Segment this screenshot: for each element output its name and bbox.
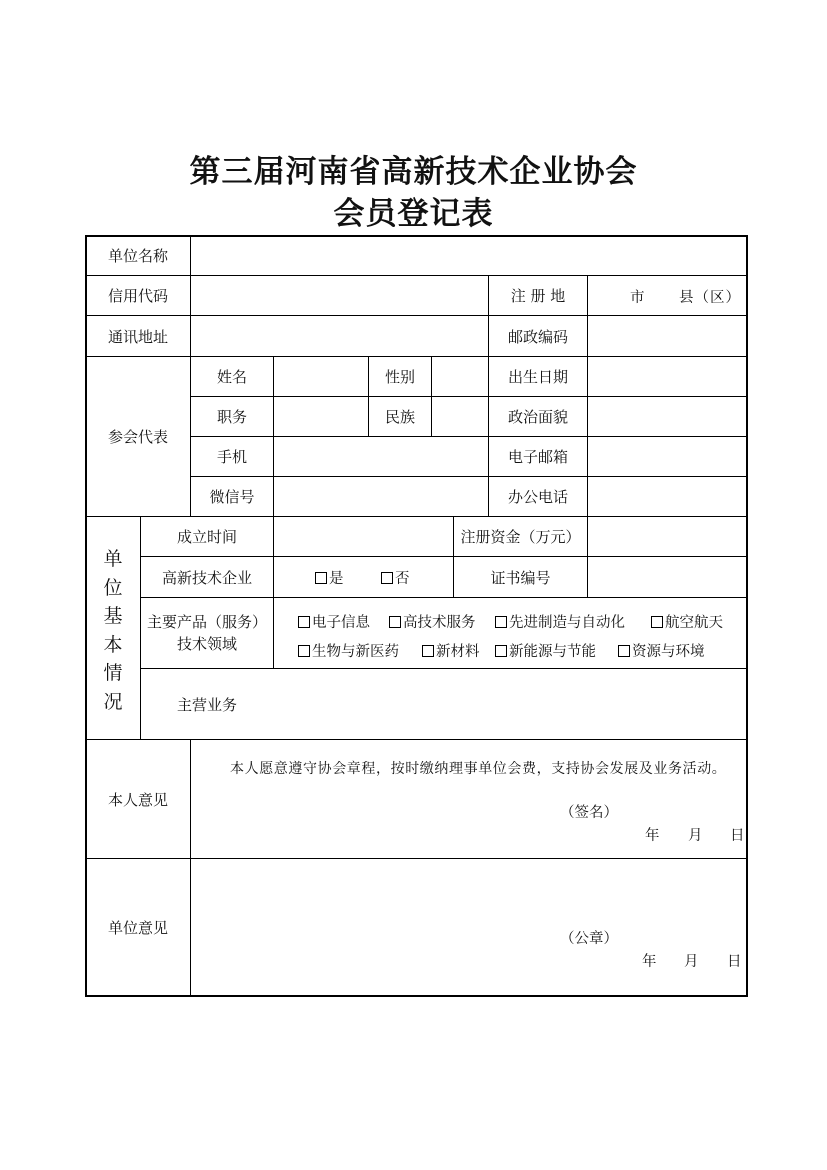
basic-info-char: 本	[103, 633, 123, 656]
ethnicity-label: 民族	[384, 408, 415, 426]
certificate-no-label: 证书编号	[490, 568, 551, 587]
ethnicity-field[interactable]	[432, 397, 488, 436]
mailing-address-label: 通讯地址	[107, 327, 168, 346]
field-option-text: 新材料	[436, 644, 480, 660]
basic-info-char: 况	[103, 690, 123, 713]
political-status-label: 政治面貌	[507, 408, 568, 426]
wechat-field[interactable]	[274, 477, 488, 516]
field-option-text: 航空航天	[665, 615, 723, 631]
unit-opinion-label: 单位意见	[107, 919, 168, 937]
checkbox-icon[interactable]	[389, 616, 401, 628]
hitech-option-no[interactable]	[381, 567, 410, 588]
basic-info-section-label	[88, 545, 138, 717]
hitech-option-no-text: 否	[395, 571, 410, 587]
date-year: 年	[642, 954, 657, 970]
basic-info-char: 单	[103, 548, 123, 570]
credit-code-field[interactable]	[191, 276, 488, 315]
mobile-label: 手机	[216, 448, 247, 466]
office-phone-label: 办公电话	[507, 488, 568, 506]
founded-field[interactable]	[274, 517, 453, 556]
email-field[interactable]	[588, 437, 747, 476]
basic-info-char: 基	[103, 605, 123, 628]
column-divider	[190, 739, 191, 997]
unit-name-field[interactable]	[191, 236, 747, 275]
position-label: 职务	[216, 408, 247, 426]
main-business-field[interactable]	[274, 669, 747, 739]
checkbox-icon[interactable]	[381, 572, 393, 584]
wechat-label: 微信号	[209, 488, 255, 506]
signature-label: （签名）	[560, 805, 618, 821]
registered-capital-label: 注册资金（万元）	[460, 528, 581, 546]
checkbox-icon[interactable]	[495, 616, 507, 628]
founded-label: 成立时间	[176, 528, 237, 546]
basic-info-char: 情	[103, 662, 123, 685]
field-option-text: 资源与环境	[632, 644, 705, 660]
date-month: 月	[688, 828, 703, 844]
hitech-label: 高新技术企业	[161, 568, 252, 587]
field-option-text: 高技术服务	[403, 615, 476, 631]
credit-code-label: 信用代码	[107, 287, 168, 305]
representative-section-label: 参会代表	[107, 428, 168, 446]
checkbox-icon[interactable]	[298, 645, 310, 657]
main-business-label: 主营业务	[176, 695, 237, 714]
name-field[interactable]	[274, 357, 368, 396]
checkbox-icon[interactable]	[315, 572, 327, 584]
page-subtitle: 会员登记表	[333, 196, 494, 232]
postal-code-label: 邮政编码	[507, 327, 568, 346]
unit-name-label: 单位名称	[107, 247, 168, 265]
field-option-text: 电子信息	[312, 615, 370, 631]
birth-date-label: 出生日期	[507, 368, 568, 386]
personal-opinion-statement: 本人愿意遵守协会章程，按时缴纳理事单位会费，支持协会发展及业务活动。	[230, 761, 727, 777]
mailing-address-field[interactable]	[191, 316, 488, 356]
birth-date-field[interactable]	[588, 357, 747, 396]
field-option[interactable]	[495, 640, 596, 661]
certificate-no-field[interactable]	[588, 557, 747, 597]
registration-city-unit: 市	[630, 290, 645, 306]
personal-opinion-label: 本人意见	[107, 790, 168, 809]
field-option-text: 生物与新医药	[312, 644, 399, 660]
field-option[interactable]	[495, 611, 625, 632]
field-option[interactable]	[389, 611, 476, 632]
date-day: 日	[730, 828, 745, 844]
checkbox-icon[interactable]	[298, 616, 310, 628]
checkbox-icon[interactable]	[618, 645, 630, 657]
hitech-option-yes[interactable]	[315, 567, 344, 588]
field-option-text: 先进制造与自动化	[509, 615, 625, 631]
checkbox-icon[interactable]	[651, 616, 663, 628]
field-option-text: 新能源与节能	[509, 644, 596, 660]
mobile-field[interactable]	[274, 437, 488, 476]
date-year: 年	[645, 828, 660, 844]
gender-field[interactable]	[432, 357, 488, 396]
field-option[interactable]	[618, 640, 705, 661]
field-option[interactable]	[651, 611, 723, 632]
date-month: 月	[684, 954, 699, 970]
date-day: 日	[727, 954, 742, 970]
basic-info-char: 位	[103, 576, 123, 599]
products-label-line1: 主要产品（服务）	[146, 613, 267, 631]
name-label: 姓名	[216, 368, 247, 386]
gender-label: 性别	[384, 368, 415, 386]
email-label: 电子邮箱	[507, 448, 568, 466]
field-option[interactable]	[422, 640, 480, 661]
postal-code-field[interactable]	[588, 316, 747, 356]
registered-capital-field[interactable]	[588, 517, 747, 556]
page-title: 第三届河南省高新技术企业协会	[189, 154, 638, 190]
seal-label: （公章）	[560, 931, 618, 947]
products-label-line2: 技术领域	[176, 635, 237, 653]
field-option[interactable]	[298, 640, 399, 661]
office-phone-field[interactable]	[588, 477, 747, 516]
hitech-option-yes-text: 是	[329, 571, 344, 587]
registration-place-label: 注 册 地	[510, 287, 566, 305]
registration-county-unit: 县（区）	[679, 290, 741, 306]
political-status-field[interactable]	[588, 397, 747, 436]
checkbox-icon[interactable]	[495, 645, 507, 657]
position-field[interactable]	[274, 397, 368, 436]
checkbox-icon[interactable]	[422, 645, 434, 657]
field-option[interactable]	[298, 611, 370, 632]
products-label	[141, 598, 273, 668]
